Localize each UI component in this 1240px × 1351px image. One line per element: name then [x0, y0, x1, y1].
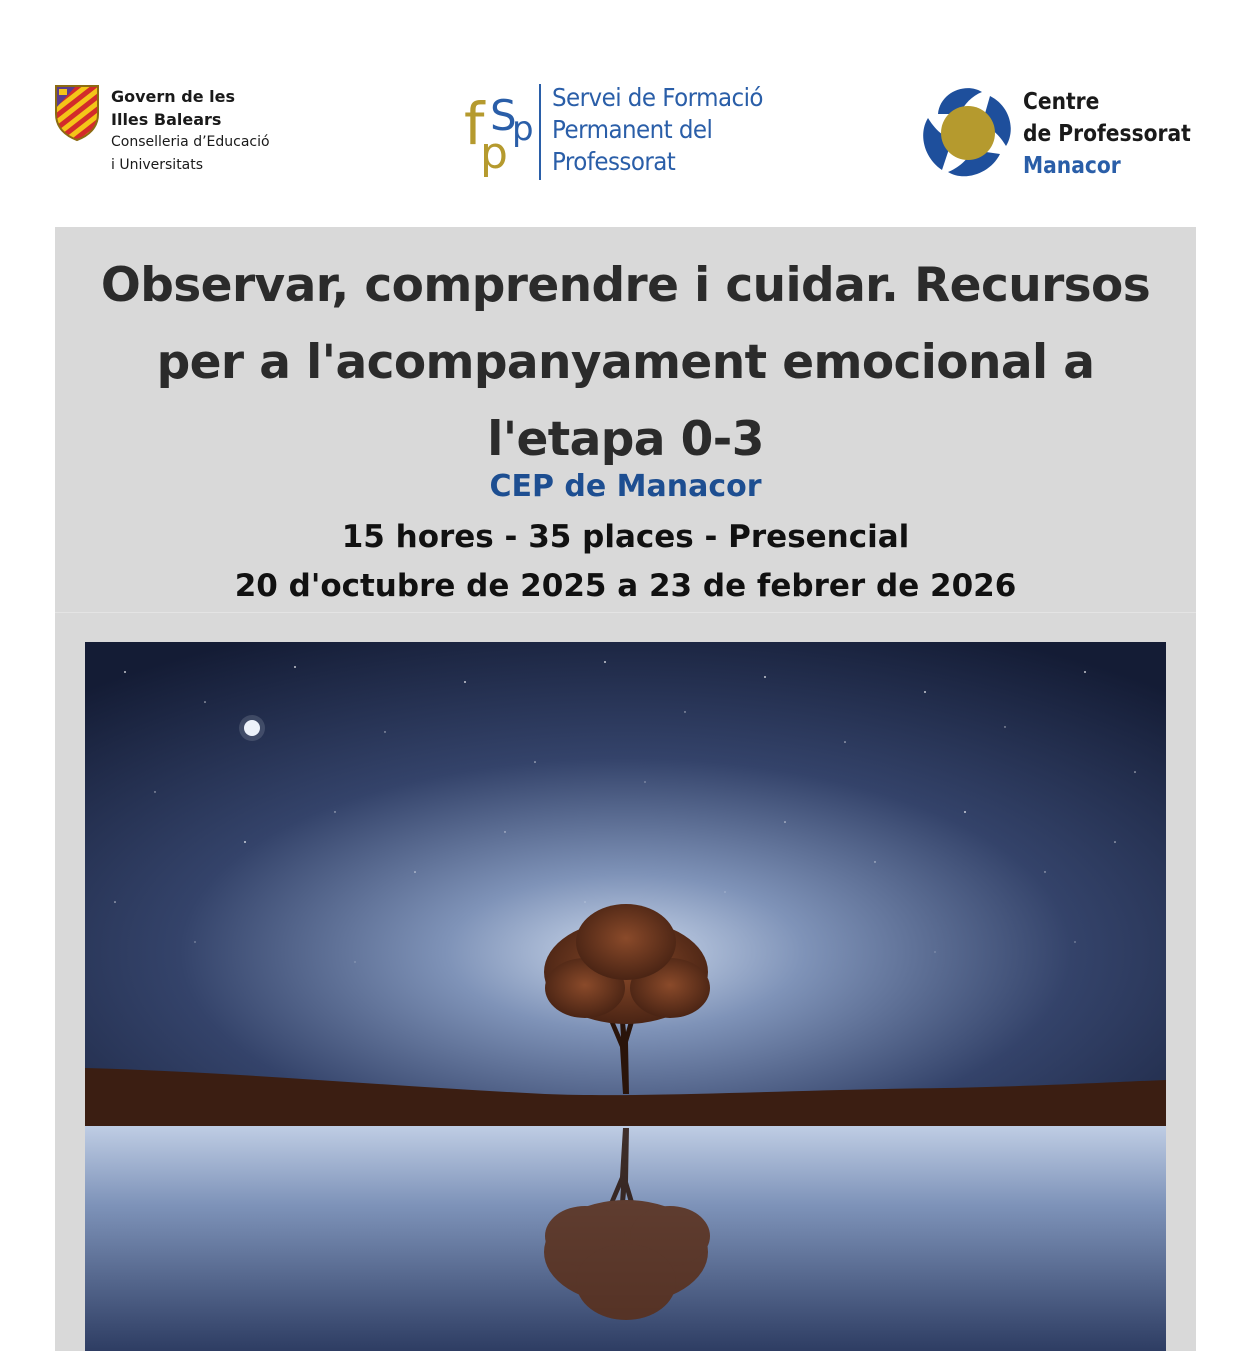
fsp-line1: Servei de Formació — [552, 83, 763, 112]
cep-line2: de Professorat — [1023, 121, 1191, 147]
tree-reflection-image — [85, 642, 1166, 1351]
course-dates: 20 d'octubre de 2025 a 23 de febrer de 2026 — [234, 568, 1017, 604]
conselleria-line2: i Universitats — [111, 157, 204, 173]
cep-line3: Manacor — [1023, 153, 1121, 179]
svg-text:S: S — [490, 91, 517, 140]
govern-name-line1: Govern de les — [111, 87, 235, 106]
night-landscape-illustration — [85, 642, 1166, 1351]
govern-logo[interactable] — [54, 84, 314, 184]
svg-text:p: p — [512, 109, 534, 149]
fsp-divider — [539, 84, 541, 180]
cep-flower-icon — [920, 84, 1016, 182]
cep-manacor-logo[interactable] — [920, 84, 1210, 184]
svg-text:f: f — [464, 90, 485, 158]
title-box — [55, 227, 1196, 613]
balearic-shield-icon — [54, 84, 100, 142]
fsp-monogram-icon — [462, 82, 538, 186]
fsp-logo[interactable] — [462, 82, 792, 186]
course-details: 15 hores - 35 places - Presencial — [341, 519, 910, 555]
conselleria-line1: Conselleria d’Educació — [111, 134, 270, 150]
course-title — [55, 247, 1196, 478]
header-logos — [0, 0, 1240, 215]
govern-name-line2: Illes Balears — [111, 110, 222, 129]
fsp-line2: Permanent del — [552, 115, 713, 144]
cep-line1: Centre — [1023, 89, 1100, 115]
fsp-line3: Professorat — [552, 147, 676, 176]
course-title-line: per a l'acompanyament emocional a — [156, 335, 1095, 390]
course-title-line: l'etapa 0-3 — [487, 412, 764, 467]
course-panel — [55, 227, 1196, 1351]
center-name: CEP de Manacor — [489, 469, 762, 504]
course-title-line: Observar, comprendre i cuidar. Recursos — [100, 258, 1151, 313]
svg-text:p: p — [480, 128, 508, 179]
